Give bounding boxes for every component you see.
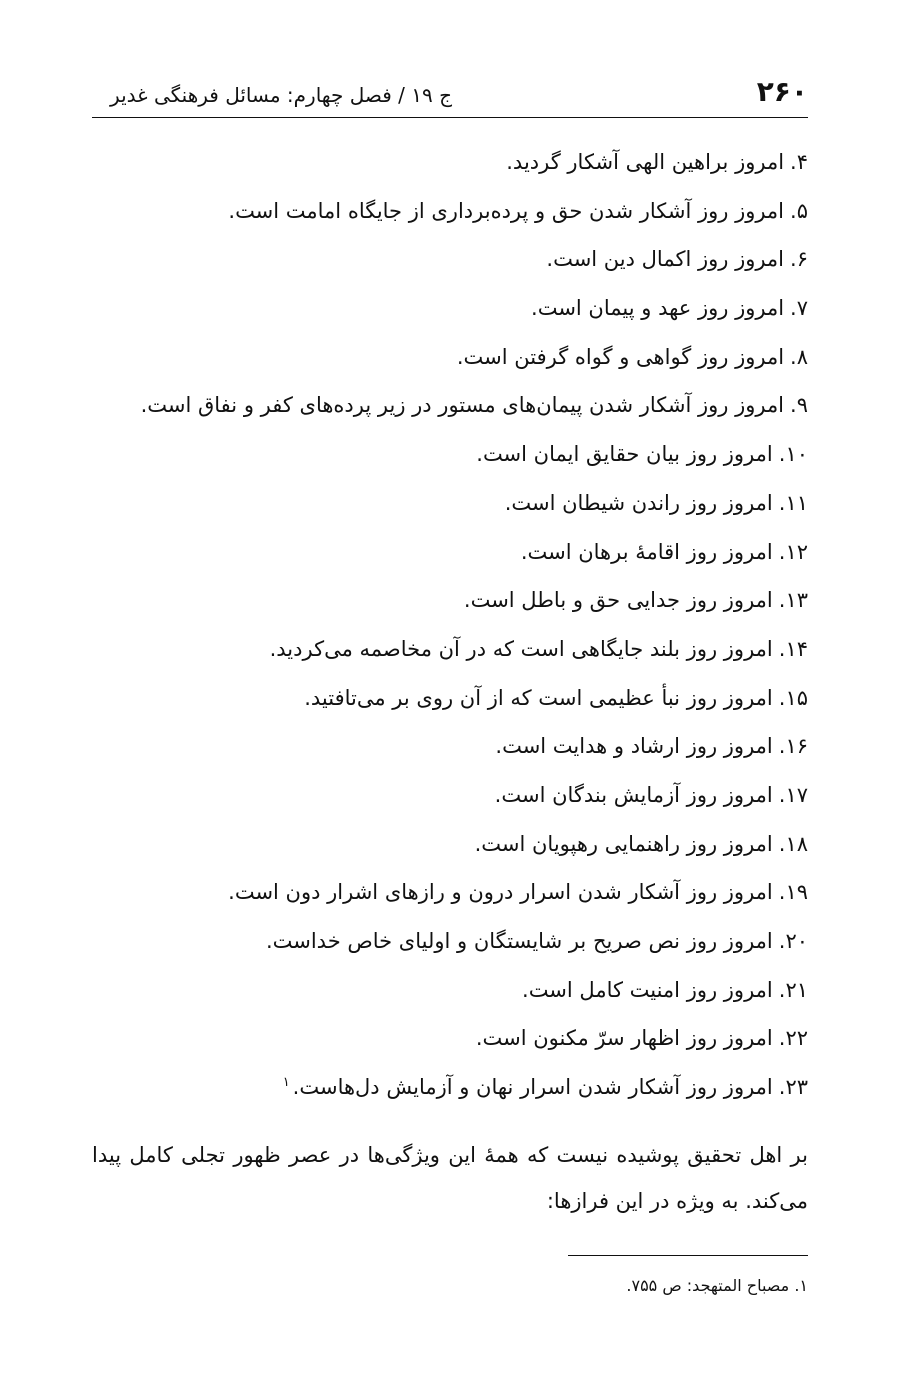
list-item — [48, 868, 808, 917]
list-item — [48, 966, 808, 1015]
list-item — [48, 674, 808, 723]
footnote: ۱. مصباح المتهجد: ص ۷۵۵. — [626, 1276, 808, 1295]
list-item — [48, 430, 808, 479]
list-item — [48, 235, 808, 284]
item-number: ۱۷. — [778, 782, 808, 807]
item-text: امروز روز راهنمایی رهپویان است. — [474, 831, 773, 856]
item-number: ۵. — [790, 198, 808, 223]
header-rule — [92, 117, 808, 118]
item-number: ۱۴. — [778, 636, 808, 661]
list-item — [48, 722, 808, 771]
list-item — [48, 138, 808, 187]
item-text: امروز روز آشکار شدن حق و پرده‌برداری از جایگاه امامت است. — [228, 198, 785, 223]
list-item — [48, 479, 808, 528]
item-text: امروز روز امنیت کامل است. — [522, 977, 773, 1002]
item-number: ۲۱. — [778, 977, 808, 1002]
list-item — [48, 187, 808, 236]
item-text: امروز روز ارشاد و هدایت است. — [495, 734, 773, 759]
item-text: امروز روز آزمایش بندگان است. — [494, 782, 773, 807]
item-number: ۹. — [790, 393, 808, 418]
item-text: امروز روز آشکار شدن پیمان‌های مستور در زیر پرده‌های کفر و نفاق است. — [140, 393, 785, 418]
item-number: ۱۲. — [778, 539, 808, 564]
item-text: امروز روز جدایی حق و باطل است. — [463, 588, 773, 613]
item-text: امروز روز آشکار شدن اسرار نهان و آزمایش دل‌هاست. — [292, 1075, 773, 1100]
item-text: امروز روز عهد و پیمان است. — [531, 296, 785, 321]
list-item — [48, 1063, 808, 1112]
item-number: ۱۱. — [778, 490, 808, 515]
list-item — [48, 576, 808, 625]
item-text: امروز روز بیان حقایق ایمان است. — [476, 442, 773, 467]
item-text: امروز روز آشکار شدن اسرار درون و رازهای اشرار دون است. — [228, 880, 773, 905]
footnote-reference[interactable]: ۱ — [282, 1075, 290, 1091]
item-text: امروز روز نص صریح بر شایستگان و اولیای خاص خداست. — [265, 929, 773, 953]
item-number: ۶. — [790, 247, 808, 272]
item-text: امروز روز اقامهٔ برهان است. — [520, 539, 773, 564]
item-number: ۱۶. — [778, 734, 808, 759]
item-number: ۲۰. — [778, 929, 808, 953]
body-paragraph: بر اهل تحقیق پوشیده نیست که همهٔ این ویژگی‌ها در عصر ظهور تجلی کامل پیدا می‌کند. به ویژه در این فرازها: — [92, 1143, 808, 1213]
list-item — [48, 528, 808, 577]
numbered-list — [48, 138, 808, 1112]
list-item — [48, 333, 808, 382]
list-item — [48, 917, 808, 966]
item-number: ۲۲. — [778, 1026, 808, 1051]
item-text: امروز روز اظهار سرّ مکنون است. — [475, 1026, 773, 1051]
item-text: امروز روز اکمال دین است. — [546, 247, 785, 272]
list-item — [48, 381, 808, 430]
list-item — [48, 625, 808, 674]
list-item — [48, 771, 808, 820]
item-number: ۱۵. — [778, 685, 808, 710]
item-number: ۸. — [790, 344, 808, 369]
item-text: امروز روز نبأ عظیمی است که از آن روی بر می‌تافتید. — [304, 685, 773, 710]
item-number: ۱۳. — [778, 588, 808, 613]
item-number: ۱۸. — [778, 831, 808, 856]
list-item — [48, 1014, 808, 1063]
item-number: ۱۹. — [778, 880, 808, 905]
item-text: امروز روز راندن شیطان است. — [504, 490, 773, 515]
item-number: ۲۳. — [778, 1075, 808, 1100]
page-number: ۲۶۰ — [756, 75, 808, 108]
running-head: ج ۱۹ / فصل چهارم: مسائل فرهنگی غدیر — [110, 83, 452, 107]
list-item — [48, 820, 808, 869]
item-text: امروز براهین الهی آشکار گردید. — [506, 150, 785, 174]
item-text: امروز روز بلند جایگاهی است که در آن مخاصمه می‌کردید. — [269, 636, 773, 661]
item-number: ۱۰. — [778, 442, 808, 467]
item-number: ۴. — [790, 150, 808, 174]
item-text: امروز روز گواهی و گواه گرفتن است. — [456, 344, 785, 369]
list-item — [48, 284, 808, 333]
footnote-rule — [568, 1255, 808, 1256]
item-number: ۷. — [790, 296, 808, 321]
